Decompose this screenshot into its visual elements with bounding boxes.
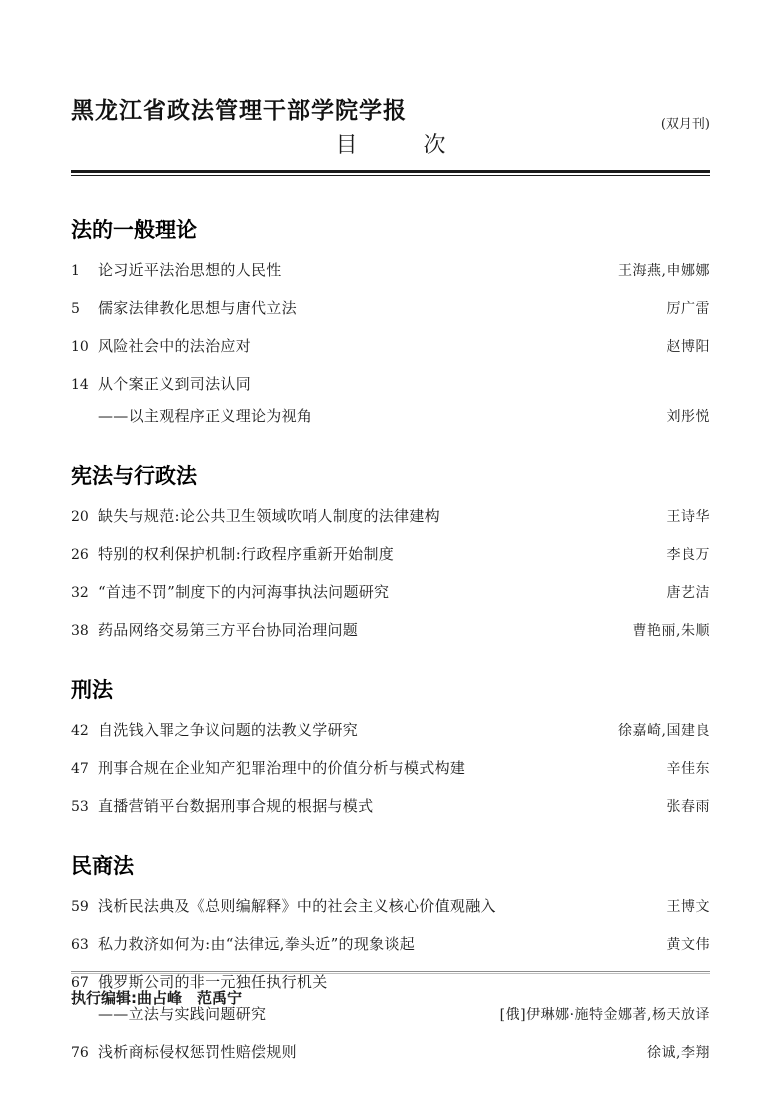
toc-entry bbox=[71, 506, 710, 528]
entry-page-number: 53 bbox=[71, 799, 89, 815]
entry-authors: 曹艳丽,朱顺 bbox=[632, 623, 710, 639]
entry-authors: 王博文 bbox=[666, 899, 710, 915]
toc-entry bbox=[71, 758, 710, 780]
toc-entry bbox=[71, 620, 710, 642]
entry-authors: 徐嘉崎,国建良 bbox=[618, 723, 710, 739]
frequency-label: (双月刊) bbox=[660, 117, 710, 132]
page-footer bbox=[71, 971, 710, 1008]
section-heading: 法的一般理论 bbox=[71, 218, 197, 242]
entry-title: 论习近平法治思想的人民性 bbox=[98, 261, 282, 279]
contents-title: 目 次 bbox=[335, 133, 446, 158]
entry-page-number: 26 bbox=[71, 547, 89, 563]
entry-title: 俄罗斯公司的非一元独任执行机关 bbox=[98, 973, 328, 991]
toc-entry bbox=[71, 582, 710, 604]
entry-title: 特别的权利保护机制:行政程序重新开始制度 bbox=[98, 545, 395, 563]
entry-title: 私力救济如何为:由“法律远,拳头近”的现象谈起 bbox=[98, 935, 416, 953]
executive-editors: 执行编辑:曲占峰 范禹宁 bbox=[71, 989, 242, 1007]
entry-page-number: 59 bbox=[71, 899, 89, 915]
entry-page-number: 20 bbox=[71, 509, 89, 525]
section-heading: 民商法 bbox=[71, 854, 134, 878]
footer-rule bbox=[71, 971, 710, 974]
entry-title: 缺失与规范:论公共卫生领域吹哨人制度的法律建构 bbox=[98, 507, 440, 525]
journal-title: 黑龙江省政法管理干部学院学报 bbox=[71, 98, 407, 124]
entry-authors: 王诗华 bbox=[666, 509, 710, 525]
entry-page-number: 67 bbox=[71, 975, 89, 991]
entry-subtitle: ——立法与实践问题研究 bbox=[98, 1005, 267, 1023]
entry-title: 浅析民法典及《总则编解释》中的社会主义核心价值观融入 bbox=[98, 897, 496, 915]
toc-entry bbox=[71, 336, 710, 358]
entry-authors: 王海燕,申娜娜 bbox=[618, 263, 710, 279]
entry-title: 浅析商标侵权惩罚性赔偿规则 bbox=[98, 1043, 297, 1061]
toc-entry bbox=[71, 796, 710, 818]
entry-page-number: 47 bbox=[71, 761, 89, 777]
toc-list bbox=[71, 216, 710, 1064]
entry-title: 风险社会中的法治应对 bbox=[98, 337, 252, 355]
toc-entry bbox=[71, 896, 710, 918]
section-heading: 刑法 bbox=[71, 678, 113, 702]
toc-entry-subtitle-row bbox=[71, 406, 710, 428]
toc-entry bbox=[71, 374, 710, 396]
section-heading: 宪法与行政法 bbox=[71, 464, 197, 488]
entry-page-number: 42 bbox=[71, 723, 89, 739]
toc-section bbox=[71, 216, 710, 428]
entry-page-number: 76 bbox=[71, 1045, 89, 1061]
entry-title: “首违不罚”制度下的内河海事执法问题研究 bbox=[98, 583, 390, 601]
entry-title: 自洗钱入罪之争议问题的法教义学研究 bbox=[98, 721, 359, 739]
entry-page-number: 38 bbox=[71, 623, 89, 639]
entry-authors: 刘彤悦 bbox=[666, 409, 710, 425]
entry-page-number: 14 bbox=[71, 377, 89, 393]
entry-title: 直播营销平台数据刑事合规的根据与模式 bbox=[98, 797, 374, 815]
entry-authors: 张春雨 bbox=[666, 799, 710, 815]
entry-subtitle: ——以主观程序正义理论为视角 bbox=[98, 407, 313, 425]
entry-authors: 徐诚,李翔 bbox=[647, 1045, 710, 1061]
entry-title: 从个案正义到司法认同 bbox=[98, 375, 252, 393]
entry-authors: 李良万 bbox=[666, 547, 710, 563]
entry-authors: 唐艺洁 bbox=[666, 585, 710, 601]
entry-authors: [俄]伊琳娜·施特金娜著,杨天放译 bbox=[499, 1007, 710, 1023]
toc-entry bbox=[71, 934, 710, 956]
entry-authors: 赵博阳 bbox=[666, 339, 710, 355]
toc-section bbox=[71, 852, 710, 1064]
toc-entry bbox=[71, 720, 710, 742]
entry-page-number: 63 bbox=[71, 937, 89, 953]
toc-entry bbox=[71, 1042, 710, 1064]
entry-title: 药品网络交易第三方平台协同治理问题 bbox=[98, 621, 359, 639]
toc-entry bbox=[71, 260, 710, 282]
masthead bbox=[71, 0, 710, 176]
toc-section bbox=[71, 676, 710, 818]
entry-page-number: 32 bbox=[71, 585, 89, 601]
entry-title: 刑事合规在企业知产犯罪治理中的价值分析与模式构建 bbox=[98, 759, 466, 777]
entry-authors: 厉广雷 bbox=[666, 301, 710, 317]
entry-page-number: 5 bbox=[71, 301, 80, 317]
entry-page-number: 1 bbox=[71, 263, 80, 279]
toc-entry bbox=[71, 298, 710, 320]
entry-page-number: 10 bbox=[71, 339, 89, 355]
header-double-rule bbox=[71, 170, 710, 176]
entry-authors: 辛佳东 bbox=[666, 761, 710, 777]
entry-authors: 黄文伟 bbox=[666, 937, 710, 953]
toc-section bbox=[71, 462, 710, 642]
toc-entry bbox=[71, 544, 710, 566]
entry-title: 儒家法律教化思想与唐代立法 bbox=[98, 299, 297, 317]
